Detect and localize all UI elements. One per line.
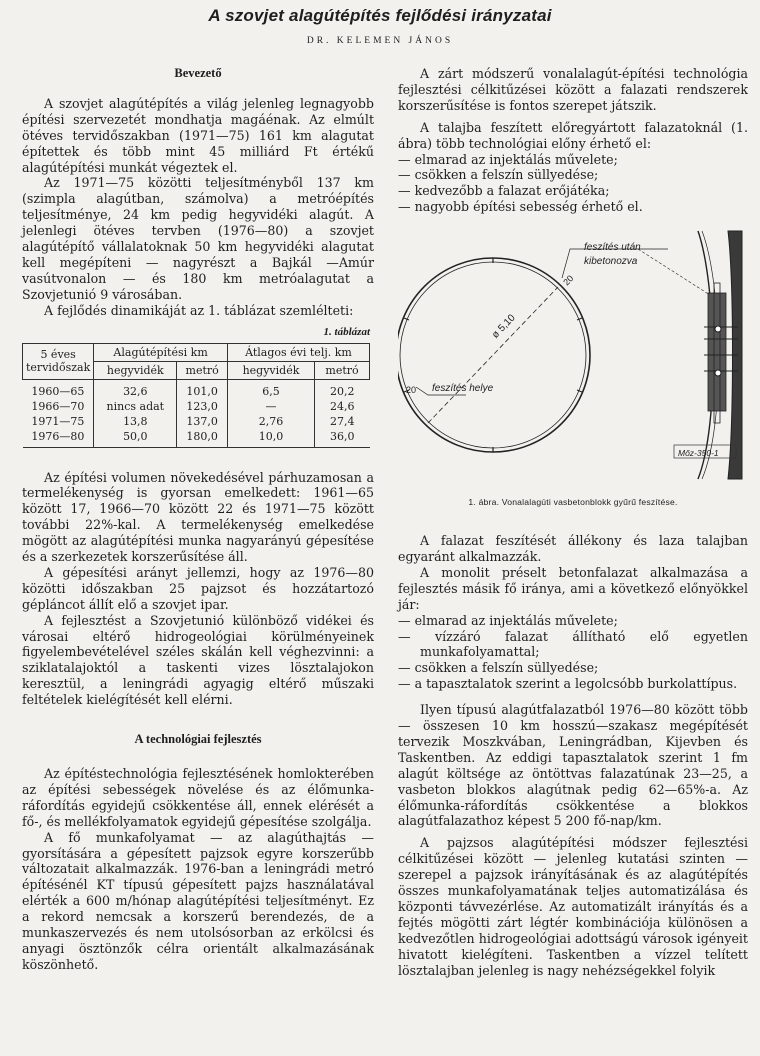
table-header-tunnel: Alagútépítési km <box>94 343 228 361</box>
table-cell: 50,0 <box>94 429 177 448</box>
table-cell: 20,2 <box>315 379 370 399</box>
author: DR. KELEMEN JÁNOS <box>306 36 454 46</box>
ring-outer <box>398 258 590 452</box>
list-item: — kedvezőbb a falazat erőjátéka; <box>398 183 610 199</box>
paragraph: A falazat feszítését állékony és laza talajban egyaránt alkalmazzák. <box>398 533 748 564</box>
label-dim-bottom: 20 <box>406 385 417 396</box>
table-cell: 123,0 <box>177 399 228 414</box>
list-item: — nagyobb építési sebesség érhető el. <box>398 199 643 215</box>
table-row <box>23 399 370 414</box>
table-cell: 137,0 <box>177 414 228 429</box>
table-cell: 27,4 <box>315 414 370 429</box>
list-item: — elmarad az injektálás művelete; <box>398 151 618 167</box>
list-item: — a tapasztalatok szerint a legolcsóbb burkolattípus. <box>398 676 738 692</box>
paragraph: Az építéstechnológia fejlesztésének homlokterében az építési sebességek növelése és az élőmunka-ráfordítás egyidejű csökkentése áll, ennek elérését a fő-, és mellékfolyamatok egyidejű gépesítése szolgálja. <box>22 766 374 829</box>
paragraph: A talajba feszített előregyártott falazatoknál (1. ábra) több technológiai előny érhető el: <box>398 119 748 151</box>
table-row <box>23 414 370 429</box>
paragraph: A gépesítési arányt jellemzi, hogy az 1976—80 közötti időszakban 25 pajzsot és hozzátartozó gépláncot állít elő a szovjet ipar. <box>22 564 374 612</box>
list-item: — csökken a felszín süllyedése; <box>398 167 599 183</box>
table-subheader: metró <box>315 361 370 379</box>
paragraph: A fő munkafolyamat — az alagúthajtás — gyorsítására a gépesített pajzsok egyre korszerűbb változatait alkalmazzák. 1976-ban a leningrádi metró építésénél KT típusú gépesített pajzs használatával elérték a 600 m/hónap alagútépítési teljesítményt. Ez a rekord nemcsak a korszerű berendezés, de a munkaszervezés és nem utolsósorban az erkölcsi és anyagi ösztönzők célra orientált alkalmazásának köszönhető. <box>22 829 374 972</box>
list-item: — vízzáró falazat állítható elő egyetlen munkafolyamattal; <box>398 628 748 660</box>
table-subheader: metró <box>177 361 228 379</box>
table-cell: nincs adat <box>94 399 177 414</box>
table-subheader: hegyvidék <box>94 361 177 379</box>
left-column <box>22 66 374 973</box>
section-heading-intro: Bevezető <box>174 66 222 80</box>
paragraph: Az 1971—75 közötti teljesítményből 137 km (szimpla alagútban, számolva) a metróépítés teljesítménye, 24 km pedig hegyvidéki alagút. A jelenlegi ötéves tervben (1976—80) a szovjet alagútépítő vállalatoknak 50 km hegyvidéki alagutat kell megépíteni — nagyrészt a Bajkál —Amúr vasútvonalon — és 180 km metróalagutat a Szovjetunió 9 városában. <box>22 175 374 302</box>
diameter-line <box>428 287 558 423</box>
paragraph: Az építési volumen növekedésével párhuzamosan a termelékenység is gyorsan emelkedett: 1961—65 között 17, 1966—70 között 22 és 1971—75 között további 22%-kal. A termelékenység emelkedése mögött az alagútépítési munka nagyarányú gépesítése és a szerkezetek korszerűsítése áll. <box>22 469 374 565</box>
table-cell: 6,5 <box>227 379 314 399</box>
table-cell: 10,0 <box>227 429 314 448</box>
table-cell: 1960—65 <box>31 384 85 398</box>
table-cell: 32,6 <box>94 379 177 399</box>
table-caption: 1. táblázat <box>323 325 370 338</box>
label-after-tension: feszítés után <box>584 242 641 254</box>
table-row <box>23 429 370 448</box>
section-detail <box>638 231 742 479</box>
table-cell: 101,0 <box>177 379 228 399</box>
drawing-code: Mőz-350-1 <box>678 448 719 459</box>
figure-caption: 1. ábra. Vonalalagúti vasbetonblokk gyűrű feszítése. <box>468 497 678 508</box>
ring-inner <box>400 262 586 448</box>
paragraph: A szovjet alagútépítés a világ jelenleg legnagyobb építési szervezetét mondhatja magáénak. Az elmúlt ötéves tervidőszakban (1971—75) 161 km alagutat építettek és több mint 45 milliárd Ft értékű alagútépítési munkát végeztek el. <box>22 95 374 175</box>
right-column <box>398 66 748 979</box>
list-item: — csökken a felszín süllyedése; <box>398 660 599 676</box>
label-dim-top: 20 <box>561 273 576 288</box>
table-header-avg: Átlagos évi telj. km <box>227 343 369 361</box>
paragraph: Ilyen típusú alagútfalazatból 1976—80 között több — összesen 10 km hosszú—szakasz megépítését tervezik Moszkvában, Leningrádban, Kijevben és Taskentben. Az eddigi tapasztalatok szerint 1 fm alagút költsége az öntöttvas falazatúnak 23—25, a vasbeton blokkos alagútnak pedig 62—65%-a. Az élőmunka-ráfordítás csökkentése a blokkos alagútfalazathoz képest 5 200 fő-nap/km. <box>398 702 748 829</box>
table-cell: 1971—75 <box>31 414 85 428</box>
section-heading-technology: A technológiai fejlesztés <box>134 732 262 747</box>
paragraph: A fejlesztést a Szovjetunió különböző vidékei és városai eltérő hidrogeológiai körülményeinek figyelembevételével széles skálán kell véghezvinni: a sziklatalajoktól a taskenti vizes lösztalajokon keresztül, a leningrádi agyagig eltérő műszaki feltételek kielégítését kell elérni. <box>22 612 374 708</box>
table-subheader: hegyvidék <box>227 361 314 379</box>
table-cell: 13,8 <box>94 414 177 429</box>
paragraph: A pajzsos alagútépítési módszer fejlesztési célkitűzései között — jelenleg kutatási szinten — szerepel a pajzsok irányításának és az alagútépítés összes munkafolyamatának teljes automatizálása és központi távvezérlése. Az automatizált irányítás és a fejtés mögötti zárt légtér kombinációja különösen a kedvezőtlen hidrogeológiai adottságú városok igényeit hivatott kielégíteni. Taskentben a vízzel telített lösztalajban jelenleg is nagy nehézségekkel folyik <box>398 835 748 978</box>
table-header-period: 5 éves tervidőszak <box>23 343 94 379</box>
paragraph: A fejlődés dinamikáját az 1. táblázat szemlélteti: <box>44 302 354 318</box>
advantages-list-2 <box>398 613 748 693</box>
table-cell: 1966—70 <box>31 399 85 413</box>
segment-joints <box>404 258 582 452</box>
label-concreted: kibetonozva <box>584 256 638 268</box>
table-cell: 180,0 <box>177 429 228 448</box>
label-tension-place: feszítés helye <box>432 383 494 395</box>
table-cell: 1976—80 <box>31 429 85 443</box>
table-row <box>23 379 370 399</box>
advantages-list <box>398 152 748 216</box>
table-cell: 36,0 <box>315 429 370 448</box>
data-table <box>22 343 370 448</box>
table-cell: 2,76 <box>227 414 314 429</box>
table-cell: 24,6 <box>315 399 370 414</box>
paragraph: A zárt módszerű vonalalagút-építési technológia fejlesztési célkitűzései között a falazati rendszerek korszerűsítése is fontos szerepet játszik. <box>398 66 748 113</box>
table-cell: — <box>227 399 314 414</box>
figure-ring-diagram <box>398 223 748 495</box>
article-title: A szovjet alagútépítés fejlődési irányzatai <box>208 6 552 25</box>
list-item: — elmarad az injektálás művelete; <box>398 612 618 628</box>
paragraph: A monolit préselt betonfalazat alkalmazása a fejlesztés másik fő iránya, ami a következő előnyökkel jár: <box>398 564 748 612</box>
label-diameter: ø 5,10 <box>490 312 518 341</box>
